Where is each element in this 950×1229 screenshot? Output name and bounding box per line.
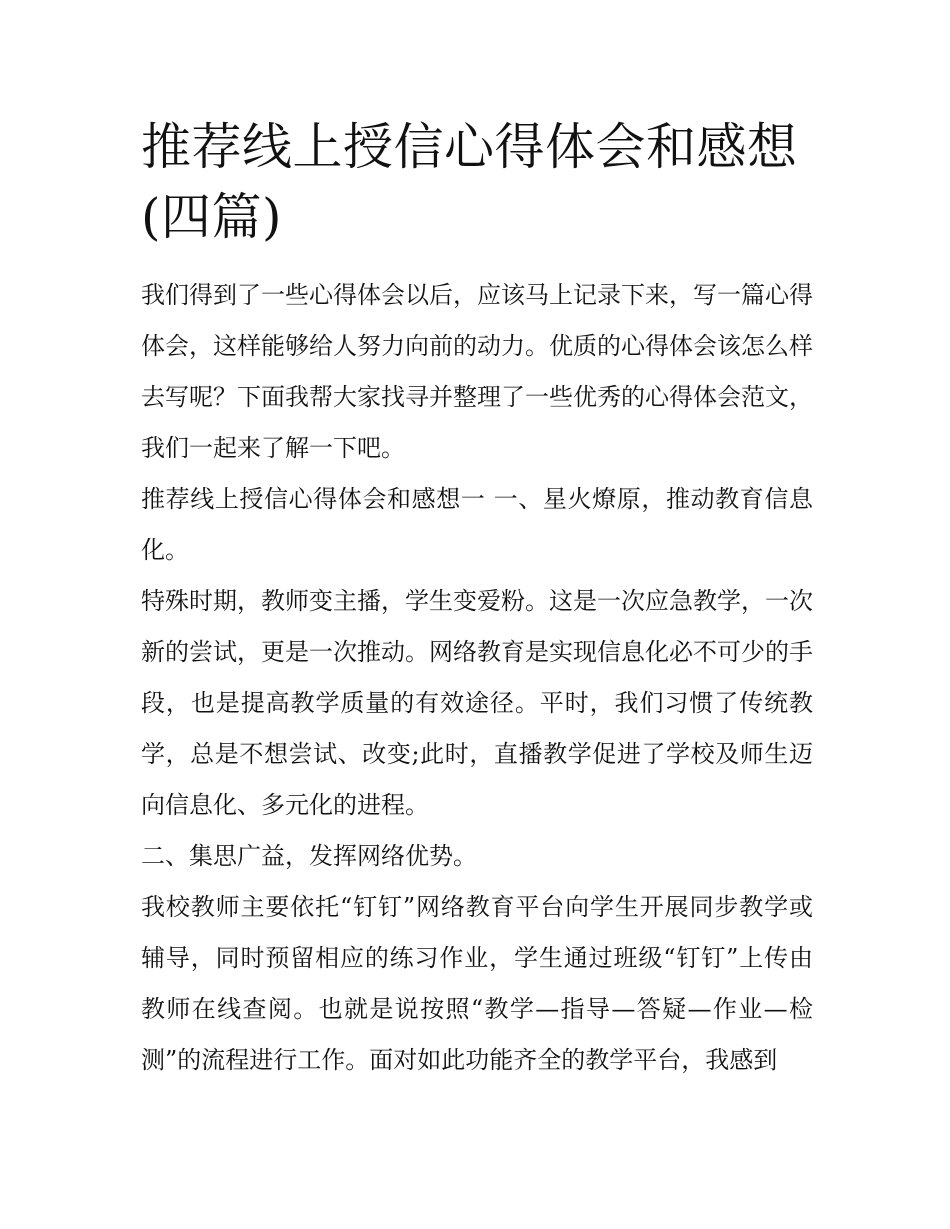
document-title: 推荐线上授信心得体会和感想(四篇) [141, 118, 798, 246]
document-body [141, 270, 813, 1086]
paragraph-section-one-heading: 推荐线上授信心得体会和感想一 一、星火燎原，推动教育信息化。 [141, 485, 813, 564]
document-page [141, 112, 813, 1086]
paragraph-intro: 我们得到了一些心得体会以后，应该马上记录下来，写一篇心得体会，这样能够给人努力向前的动力。优质的心得体会该怎么样去写呢？下面我帮大家找寻并整理了一些优秀的心得体会范文，我们一起来了解一下吧。 [141, 281, 813, 462]
paragraph-section-two-heading: 二、集思广益，发挥网络优势。 [141, 842, 477, 870]
paragraph-section-two-body: 我校教师主要依托“钉钉”网络教育平台向学生开展同步教学或辅导，同时预留相应的练习作业，学生通过班级“钉钉”上传由教师在线查阅。也就是说按照“教学—指导—答疑—作业—检测”的流程进行工作。面对如此功能齐全的教学平台，我感到 [141, 893, 813, 1074]
paragraph-section-one-body: 特殊时期，教师变主播，学生变爱粉。这是一次应急教学，一次新的尝试，更是一次推动。网络教育是实现信息化必不可少的手段，也是提高教学质量的有效途径。平时，我们习惯了传统教学，总是不想尝试、改变;此时，直播教学促进了学校及师生迈向信息化、多元化的进程。 [141, 587, 813, 819]
